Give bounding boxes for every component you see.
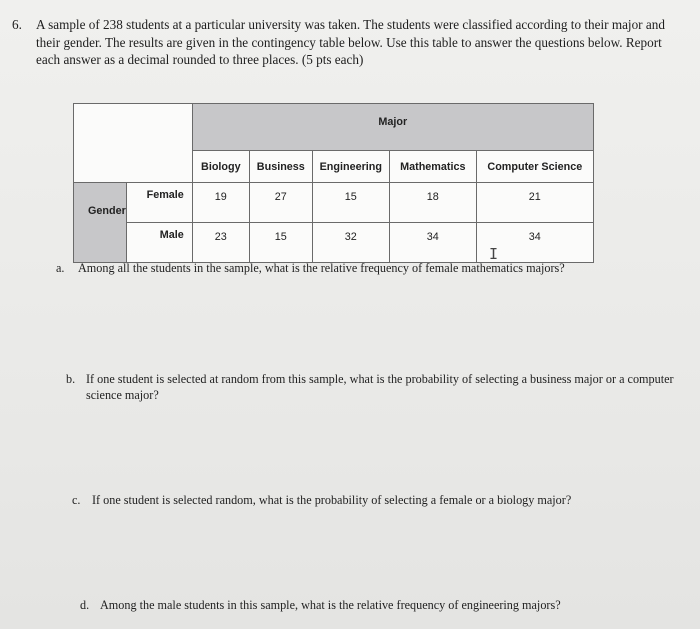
question-text: If one student is selected random, what is the probability of selecting a female or a biology major? xyxy=(92,493,572,507)
cell-female-computer-science: 21 xyxy=(476,183,593,223)
table-row-male xyxy=(74,223,594,263)
problem-text: A sample of 238 students at a particular university was taken. The students were classified according to their major and their gender. The results are given in the contingency table below. Use this table to answer the questions below. Report each answer as a decimal rounded to three places. (5 pts each) xyxy=(36,17,665,67)
cell-female-business: 27 xyxy=(249,183,312,223)
question-c xyxy=(72,492,682,508)
cell-male-business: 15 xyxy=(249,223,312,263)
column-header-mathematics: Mathematics xyxy=(389,151,476,183)
gender-header: Gender xyxy=(74,183,127,263)
column-header-computer-science: Computer Science xyxy=(476,151,593,183)
question-label: b. xyxy=(66,372,76,386)
question-text: If one student is selected at random from this sample, what is the probability of selecting a business major or a computer science major? xyxy=(86,372,674,402)
cell-female-engineering: 15 xyxy=(312,183,389,223)
question-d xyxy=(80,597,680,613)
cell-male-mathematics: 34 xyxy=(389,223,476,263)
problem-statement xyxy=(12,16,688,69)
row-label-male: Male xyxy=(126,223,192,263)
table-row-female xyxy=(74,183,594,223)
cell-female-mathematics: 18 xyxy=(389,183,476,223)
cell-female-biology: 19 xyxy=(192,183,249,223)
question-label: d. xyxy=(80,598,90,612)
question-text: Among the male students in this sample, what is the relative frequency of engineering majors? xyxy=(100,598,561,612)
question-label: a. xyxy=(56,261,65,275)
question-text: Among all the students in the sample, what is the relative frequency of female mathematics majors? xyxy=(78,261,565,275)
column-header-biology: Biology xyxy=(192,151,249,183)
contingency-table xyxy=(73,103,594,263)
column-header-business: Business xyxy=(249,151,312,183)
cell-male-engineering: 32 xyxy=(312,223,389,263)
question-label: c. xyxy=(72,493,81,507)
problem-number: 6. xyxy=(12,17,22,32)
cell-male-biology: 23 xyxy=(192,223,249,263)
cell-male-computer-science: 34 xyxy=(476,223,593,263)
column-header-engineering: Engineering xyxy=(312,151,389,183)
text-cursor-icon: I xyxy=(489,245,499,263)
major-header: Major xyxy=(192,104,593,151)
question-b xyxy=(66,371,676,403)
question-a xyxy=(56,260,686,276)
table-corner xyxy=(74,104,193,183)
row-label-female: Female xyxy=(126,183,192,223)
